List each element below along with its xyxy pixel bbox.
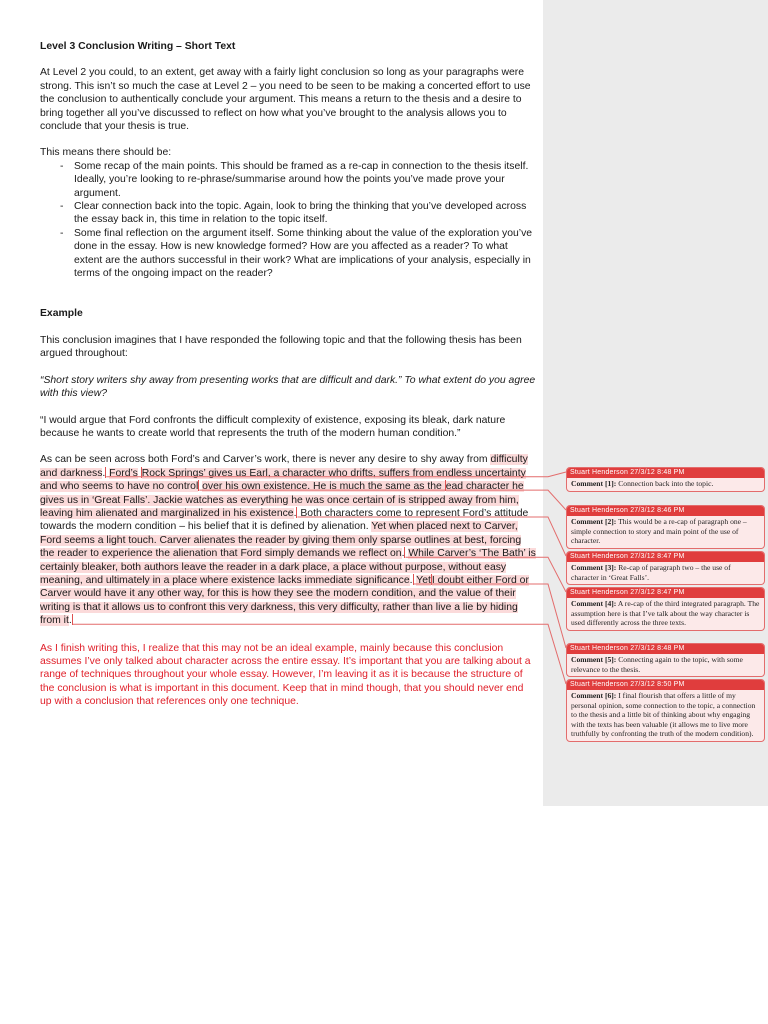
commented-text-5[interactable]: While Carver’s ‘The Bath’ is certainly bleaker, both authors leave the reader in a dark place, a place without purpose, without easy meaning, and ultimately in a place where existence lacks immediate significance: [40, 548, 536, 586]
comment-text: This would be a re-cap of paragraph one – simple connection to story and main point of the use of character.: [571, 517, 747, 546]
comment-label: Comment [2]:: [571, 517, 617, 526]
example-intro: This conclusion imagines that I have responded the following topic and that the following thesis has been argued throughout:: [40, 334, 522, 360]
comment-body: [567, 562, 764, 584]
comment-author-date: Stuart Henderson 27/3/12 8:47 PM: [567, 552, 764, 562]
comment-text: A re-cap of the third integrated paragraph. The assumption here is that I’ve talk about the way character is used differently across the three texts.: [571, 599, 760, 628]
essay-topic: “Short story writers shy away from presenting works that are difficult and dark.” To what extent do you agree with this view?: [40, 374, 536, 400]
comment-balloon-4[interactable]: [566, 587, 765, 631]
intro-paragraph: At Level 2 you could, to an extent, get away with a fairly light conclusion so long as your paragraphs were strong. This isn’t so much the case at Level 2 – you need to be seen to be making a concerted effort to use the conclusion to authentically conclude your argument. This means a return to the thesis and a desire to bring together all you’ve discussed to reflect on how what you’ve brought to the analysis allows you to conclude that your thesis is true.: [40, 67, 531, 133]
conclusion-text: .: [293, 507, 297, 519]
commented-text-2[interactable]: Rock Springs’ gives us Earl, a character who drifts, suffers from endless uncertainty and who seems to have no control: [40, 467, 526, 493]
example-conclusion: [40, 453, 537, 627]
comment-anchor-6-end: [72, 614, 73, 625]
commented-text-3a[interactable]: over his own existence. He is much the same as the: [202, 481, 445, 493]
commented-text-2a[interactable]: Ford’s: [109, 467, 138, 479]
comment-body: [567, 478, 764, 491]
essay-thesis: “I would argue that Ford confronts the difficult complexity of existence, exposing its bleak, dark nature because he wants to create world that represents the truth of the modern human condition.”: [40, 414, 506, 439]
commented-text-1[interactable]: difficulty and darkness: [40, 454, 528, 479]
list-item: - Clear connection back into the topic. Again, look to bring the thinking that you’ve developed across the essay back in, this time in relation to the topic itself.: [40, 200, 537, 227]
comment-label: Comment [3]:: [571, 563, 617, 572]
comment-body: [567, 690, 764, 741]
comment-balloon-1[interactable]: [566, 467, 765, 492]
conclusion-text: .: [409, 575, 413, 586]
closing-note: As I finish writing this, I realize that this may not be an ideal example, mainly because this conclusion assumes I’ve only talked about character across the entire essay. It’s important that you are talking about a range of techniques throughout your whole essay. However, I’m leaving it as it is because the structure of the conclusion is what is important in this document. Keep that in mind though, that you should never end up with a conclusion that references only one technique.: [40, 642, 531, 708]
comment-author-date: Stuart Henderson 27/3/12 8:47 PM: [567, 588, 764, 598]
comment-balloon-6[interactable]: [566, 679, 765, 742]
example-heading: Example: [40, 307, 83, 319]
comment-anchor-2-end: [198, 480, 199, 491]
commented-text-3[interactable]: ead character he gives us in ‘Great Falls’. Jackie watches as everything he was once certain of is stripped away from him, leaving him alienated and marginalized in his existence: [40, 481, 524, 519]
list-intro: This means there should be:: [40, 147, 172, 159]
commented-text-4[interactable]: Yet when placed next to Carver, Ford seems a light touch. Carver alienates the reader by giving them only sparse outlines at best, forcing the reader to experience the alienation that Ford simply demands we reflect on: [40, 521, 522, 560]
comment-anchor-5-end: [413, 574, 414, 585]
comment-body: [567, 654, 764, 676]
comment-label: Comment [4]:: [571, 599, 617, 608]
requirements-list: [40, 160, 537, 281]
comment-body: [567, 598, 764, 630]
commented-text-6[interactable]: I doubt either Ford or Carver would have it any other way, for this is how they see the modern condition, and the value of their writing is that it allows us to confront this very darkness, this very difficulty, rather than live a lie by hiding from it: [40, 575, 529, 627]
comment-label: Comment [6]:: [571, 691, 617, 700]
comment-balloon-3[interactable]: [566, 551, 765, 585]
comment-author-date: Stuart Henderson 27/3/12 8:46 PM: [567, 506, 764, 516]
comment-label: Comment [1]:: [571, 479, 617, 488]
comment-text: Connection back into the topic.: [616, 479, 714, 488]
comment-author-date: Stuart Henderson 27/3/12 8:48 PM: [567, 468, 764, 478]
conclusion-text: As can be seen across both Ford’s and Carver’s work, there is never any desire to shy away from: [40, 454, 491, 466]
comment-anchor-4-end: [401, 547, 405, 560]
comment-balloon-5[interactable]: [566, 643, 765, 677]
comment-author-date: Stuart Henderson 27/3/12 8:50 PM: [567, 680, 764, 690]
comment-text: I final flourish that offers a little of my personal opinion, some connection to the topic, a connection to the thesis and a little bit of thinking about why engaging with the texts has been valuable (it allows me to live more truthfully by confronting the truth of the modern condition).: [571, 691, 756, 739]
comment-anchor-3-end: [293, 507, 297, 519]
commented-text-6a[interactable]: Yet: [416, 575, 431, 586]
comment-balloon-2[interactable]: [566, 505, 765, 549]
list-item: - Some recap of the main points. This should be framed as a re-cap in connection to the thesis itself. Ideally, you’re looking to re-phrase/summarise around how the points you’ve made prove your argument.: [40, 160, 537, 200]
conclusion-text: .: [102, 467, 106, 479]
comment-body: [567, 516, 764, 548]
comment-anchor-1: [105, 467, 106, 478]
comment-text: Re-cap of paragraph two – the use of character in ‘Great Falls’.: [571, 563, 731, 582]
comment-label: Comment [5]:: [571, 655, 617, 664]
conclusion-text: .: [68, 615, 72, 627]
document-body: [40, 40, 537, 722]
list-item: - Some final reflection on the argument itself. Some thinking about the value of the exploration you’ve done in the essay. How is new knowledge formed? How are you affected as a reader? To what extent are the authors successful in their work? What are implications of your analysis, especially in terms of the ongoing impact on the reader?: [40, 227, 537, 281]
comment-author-date: Stuart Henderson 27/3/12 8:48 PM: [567, 644, 764, 654]
document-title: Level 3 Conclusion Writing – Short Text: [40, 41, 236, 52]
conclusion-text: Both characters come to represent Ford’s attitude towards the modern condition – his belief that it is defined by alienation.: [40, 507, 529, 533]
comment-text: Connecting again to the topic, with some relevance to the thesis.: [571, 655, 743, 674]
conclusion-text: .: [401, 548, 405, 560]
